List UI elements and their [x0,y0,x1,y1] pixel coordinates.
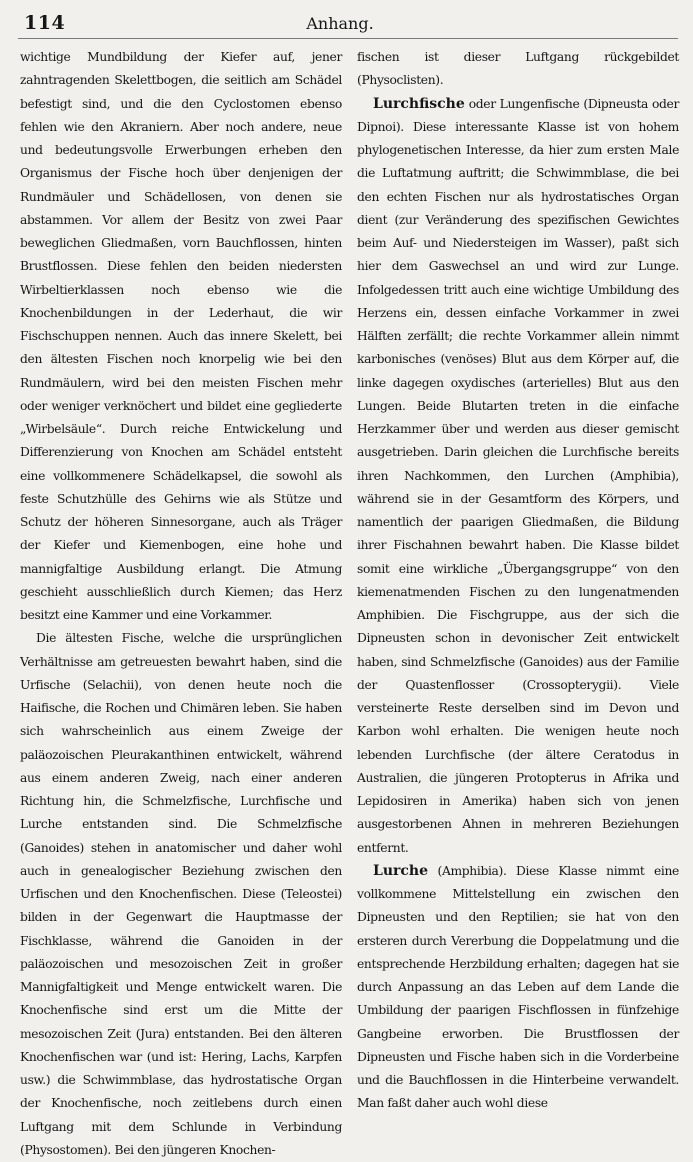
header-rule [18,38,678,39]
section-heading-lurche: Lurche [373,862,429,879]
left-column [20,46,342,1157]
page-header [0,10,693,40]
left-paragraph-1: wichtige Mundbildung der Kiefer auf, jener zahntragenden Skelettbogen, die seitlich am Schädel befestigt sind, und die den Cyclostomen ebenso fehlen wie den Akraniern. Aber noch andere, neue und bedeutungsvolle Erwerbungen erheben den Organismus der Fische hoch über denjenigen der Rundmäuler und Schädellosen, von denen sie abstammen. Vor allem der Besitz von zwei Paar beweglichen Gliedmaßen, vorn Bauchflossen, hinten Brustflossen. Diese fehlen den beiden niedersten Wirbeltierklassen noch ebenso wie die Knochenbildungen in der Lederhaut, die wir Fischschuppen nennen. Auch das innere Skelett, bei den ältesten Fischen noch knorpelig wie bei den Rundmäulern, wird bei den meisten Fischen mehr oder weniger verknöchert und bildet eine gegliederte „Wirbelsäule“. Durch reiche Entwickelung und Differenzierung von Knochen am Schädel entsteht eine vollkommenere Schädelkapsel, die sowohl als feste Schutzhülle des Gehirns wie als Stütze und Schutz der höheren Sinnesorgane, auch als Träger der Kiefer und Kiemenbogen, eine hohe und mannigfaltige Ausbildung erlangt. Die Atmung geschieht ausschließlich durch Kiemen; das Herz besitzt eine Kammer und eine Vorkammer. [20,50,342,622]
page-number: 114 [24,12,66,34]
running-head: Anhang. [306,14,374,33]
section-heading-lurchfische: Lurchfische [373,95,465,112]
lurche-text: (Amphibia). Diese Klasse nimmt eine vollkommene Mittelstellung ein zwischen den Dipneusten und den Reptilien; sie hat von den ersteren durch Vererbung die Doppelatmung und die entsprechende Herzbildung erhalten; dagegen hat sie durch Anpassung an das Leben auf dem Lande die Umbildung der paarigen Fischflossen in fünfzehige Gangbeine erworben. Die Brustflossen der Dipneusten und Fische haben sich in die Vorderbeine und die Bauchflossen in die Hinterbeine verwandelt. Man faßt daher auch wohl diese [357,863,679,1111]
right-paragraph-lurche [357,860,679,1116]
right-column [357,46,679,1111]
left-paragraph-2: Die ältesten Fische, welche die ursprünglichen Verhältnisse am getreuesten bewahrt haben, sind die Urfische (Selachii), von denen heute noch die Haifische, die Rochen und Chimären leben. Sie haben sich wahrscheinlich aus einem Zweige der paläozoischen Pleurakanthinen entwickelt, während aus einem anderen Zweig, nach einer anderen Richtung hin, die Schmelzfische, Lurchfische und Lurche entstanden sind. Die Schmelzfische (Ganoides) stehen in anatomischer und daher wohl auch in genealogischer Beziehung zwischen den Urfischen und den Knochenfischen. Diese (Teleostei) bilden in der Gegenwart die Hauptmasse der Fischklasse, während die Ganoiden in der paläozoischen und mesozoischen Zeit in großer Mannigfaltigkeit und Menge entwickelt waren. Die Knochenfische sind erst um die Mitte der mesozoischen Zeit (Jura) entstanden. Bei den älteren Knochenfischen war (und ist: Hering, Lachs, Karpfen usw.) die Schwimmblase, das hydrostatische Organ der Knochenfische, noch zeitlebens durch einen Luftgang mit dem Schlunde in Verbindung (Physostomen). Bei den jüngeren Knochen- [20,631,342,1157]
right-paragraph-1: fischen ist dieser Luftgang rückgebildet (Physoclisten). [357,50,679,88]
right-paragraph-lurchfische [357,93,679,860]
lurchfische-text: oder Lungenfische (Dipneusta oder Dipnoi). Diese interessante Klasse ist von hohem phylogenetischen Interesse, da hier zum ersten Male die Luftatmung auftritt; die Schwimmblase, die bei den echten Fischen nur als hydrostatisches Organ dient (zur Veränderung des spezifischen Gewichtes beim Auf- und Niedersteigen im Wasser), paßt sich hier dem Gaswechsel an und wird zur Lunge. Infolgedessen tritt auch eine wichtige Umbildung des Herzens ein, dessen einfache Vorkammer in zwei Hälften zerfällt; die rechte Vorkammer allein nimmt karbonisches (venöses) Blut aus dem Körper auf, die linke dagegen oxydisches (arterielles) Blut aus den Lungen. Beide Blutarten treten in die einfache Herzkammer über und werden aus dieser gemischt ausgetrieben. Darin gleichen die Lurchfische bereits ihren Nachkommen, den Lurchen (Amphibia), während sie in der Gesamtform des Körpers, und namentlich der paarigen Gliedmaßen, die Bildung ihrer Fischahnen bewahrt haben. Die Klasse bildet somit eine wirkliche „Übergangsgruppe“ von den kiemenatmenden Fischen zu den lungenatmenden Amphibien. Die Fischgruppe, aus der sich die Dipneusten schon in devonischer Zeit entwickelt haben, sind Schmelzfische (Ganoides) aus der Familie der Quastenflosser (Crossopterygii). Viele versteinerte Reste derselben sind im Devon und Karbon wohl erhalten. Die wenigen heute noch lebenden Lurchfische (der ältere Ceratodus in Australien, die jüngeren Protopterus in Afrika und Lepidosiren in Amerika) haben sich von jenen ausgestorbenen Ahnen in mehreren Beziehungen entfernt. [357,96,679,855]
